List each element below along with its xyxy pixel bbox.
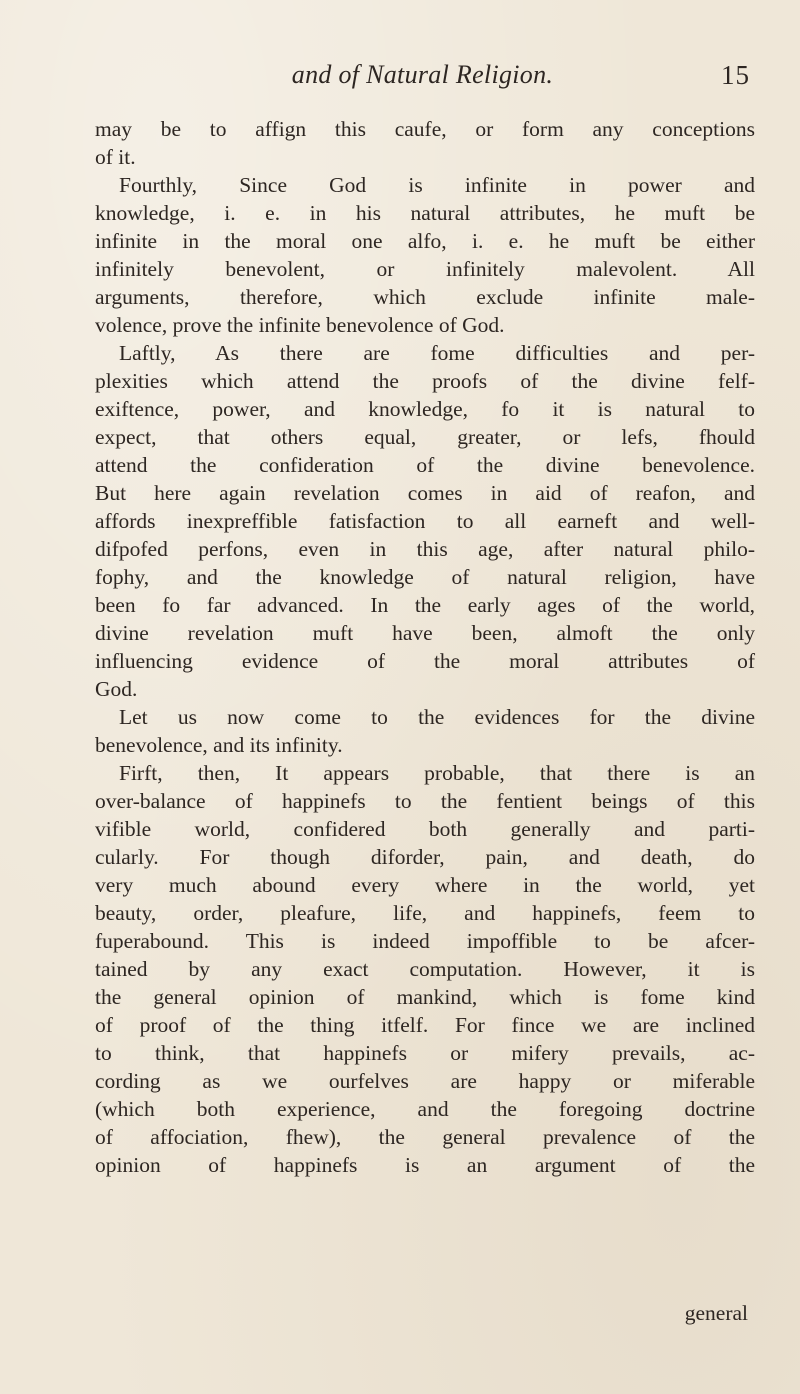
text-line: expect, that others equal, greater, or lefs, fhould — [95, 425, 755, 449]
text-line: infinitely benevolent, or infinitely malevolent. All — [95, 257, 755, 281]
text-line: vifible world, confidered both generally and parti- — [95, 817, 755, 841]
body-text — [95, 115, 755, 1179]
text-line: opinion of happinefs is an argument of the — [95, 1153, 755, 1177]
text-line: difpofed perfons, even in this age, after natural philo- — [95, 537, 755, 561]
text-line: tained by any exact computation. However, it is — [95, 957, 755, 981]
text-line: benevolence, and its infinity. — [95, 733, 343, 757]
text-line: over-balance of happinefs to the fentient beings of this — [95, 789, 755, 813]
text-line: beauty, order, pleafure, life, and happinefs, feem to — [95, 901, 755, 925]
running-title: and of Natural Religion. — [291, 60, 554, 89]
text-line: the general opinion of mankind, which is fome kind — [95, 985, 755, 1009]
text-line: of proof of the thing itfelf. For fince we are inclined — [95, 1013, 755, 1037]
text-line: of affociation, fhew), the general prevalence of the — [95, 1125, 755, 1149]
text-line: infinite in the moral one alfo, i. e. he muft be either — [95, 229, 755, 253]
text-line: But here again revelation comes in aid of reafon, and — [95, 481, 755, 505]
text-line: been fo far advanced. In the early ages of the world, — [95, 593, 755, 617]
text-line: fuperabound. This is indeed impoffible to be afcer- — [95, 929, 755, 953]
text-line: knowledge, i. e. in his natural attributes, he muft be — [95, 201, 755, 225]
text-line: God. — [95, 677, 138, 701]
text-line: affords inexpreffible fatisfaction to all earneft and well- — [95, 509, 755, 533]
text-line: Let us now come to the evidences for the divine — [119, 705, 755, 729]
text-line: influencing evidence of the moral attributes of — [95, 649, 755, 673]
text-line: cording as we ourfelves are happy or miferable — [95, 1069, 755, 1093]
text-line: to think, that happinefs or mifery prevails, ac- — [95, 1041, 755, 1065]
text-line: Firft, then, It appears probable, that there is an — [119, 761, 755, 785]
text-line: exiftence, power, and knowledge, fo it is natural to — [95, 397, 755, 421]
text-line: divine revelation muft have been, almoft the only — [95, 621, 755, 645]
catchword: general — [684, 1301, 748, 1325]
text-line: volence, prove the infinite benevolence of God. — [95, 313, 505, 337]
text-line: plexities which attend the proofs of the divine felf- — [95, 369, 755, 393]
text-line: attend the confideration of the divine benevolence. — [95, 453, 755, 477]
page-number: 15 — [721, 60, 750, 90]
text-line: very much abound every where in the world, yet — [95, 873, 755, 897]
text-line: of it. — [95, 145, 136, 169]
text-line: Fourthly, Since God is infinite in power and — [119, 173, 755, 197]
text-line: cularly. For though diforder, pain, and death, do — [95, 845, 755, 869]
text-line: may be to affign this caufe, or form any conceptions — [95, 117, 755, 141]
text-line: (which both experience, and the foregoing doctrine — [95, 1097, 755, 1121]
text-line: arguments, therefore, which exclude infinite male- — [95, 285, 755, 309]
running-head — [95, 60, 750, 100]
text-line: fophy, and the knowledge of natural religion, have — [95, 565, 755, 589]
text-line: Laftly, As there are fome difficulties and per- — [119, 341, 755, 365]
